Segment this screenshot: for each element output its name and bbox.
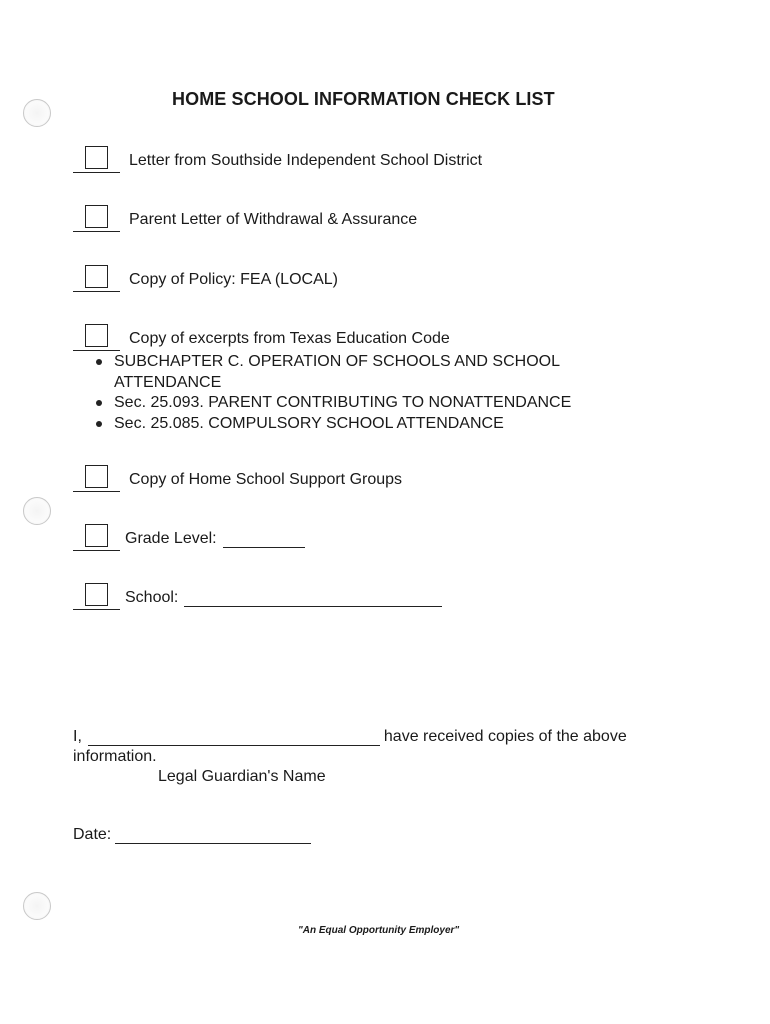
grade-level-label: Grade Level:	[125, 530, 217, 547]
education-code-sections	[92, 352, 599, 434]
date-label: Date:	[73, 826, 112, 843]
guardian-name-blank[interactable]	[88, 730, 380, 746]
acknowledgement-continuation: information.	[73, 748, 157, 765]
guardian-name-caption: Legal Guardian's Name	[158, 768, 326, 785]
check-blank-line	[73, 231, 120, 232]
punch-hole-top	[23, 99, 51, 127]
school-blank[interactable]	[184, 592, 442, 607]
footer-tagline: "An Equal Opportunity Employer"	[298, 925, 460, 936]
school-label: School:	[125, 589, 179, 606]
school-field	[125, 589, 442, 607]
page-title: HOME SCHOOL INFORMATION CHECK LIST	[172, 89, 555, 109]
checklist-item-label: Parent Letter of Withdrawal & Assurance	[129, 211, 418, 228]
checkbox[interactable]	[85, 324, 108, 347]
date-blank[interactable]	[115, 828, 311, 844]
checklist-item-label: Copy of Policy: FEA (LOCAL)	[129, 271, 338, 288]
checklist-item-label: Letter from Southside Independent School District	[129, 152, 483, 169]
check-blank-line	[73, 550, 120, 551]
date-field	[73, 826, 311, 844]
checkbox[interactable]	[85, 265, 108, 288]
check-blank-line	[73, 350, 120, 351]
checklist-item-label: Copy of excerpts from Texas Education Code	[129, 330, 450, 347]
checkbox[interactable]	[85, 146, 108, 169]
list-item: Sec. 25.085. COMPULSORY SCHOOL ATTENDANCE	[92, 414, 599, 435]
grade-level-blank[interactable]	[223, 533, 305, 548]
acknowledgement-suffix: have received copies of the above	[383, 728, 627, 745]
list-item: Sec. 25.093. PARENT CONTRIBUTING TO NONATTENDANCE	[92, 393, 599, 414]
checklist-item-label: Copy of Home School Support Groups	[129, 471, 403, 488]
check-blank-line	[73, 172, 120, 173]
acknowledgement-line	[73, 728, 627, 746]
checkbox[interactable]	[85, 465, 108, 488]
acknowledgement-prefix: I,	[73, 728, 82, 745]
check-blank-line	[73, 609, 120, 610]
punch-hole-bottom	[23, 892, 51, 920]
checkbox[interactable]	[85, 524, 108, 547]
grade-level-field	[125, 530, 305, 548]
check-blank-line	[73, 291, 120, 292]
checkbox[interactable]	[85, 583, 108, 606]
punch-hole-middle	[23, 497, 51, 525]
check-blank-line	[73, 491, 120, 492]
list-item: SUBCHAPTER C. OPERATION OF SCHOOLS AND SCHOOL ATTENDANCE	[92, 352, 599, 393]
checkbox[interactable]	[85, 205, 108, 228]
